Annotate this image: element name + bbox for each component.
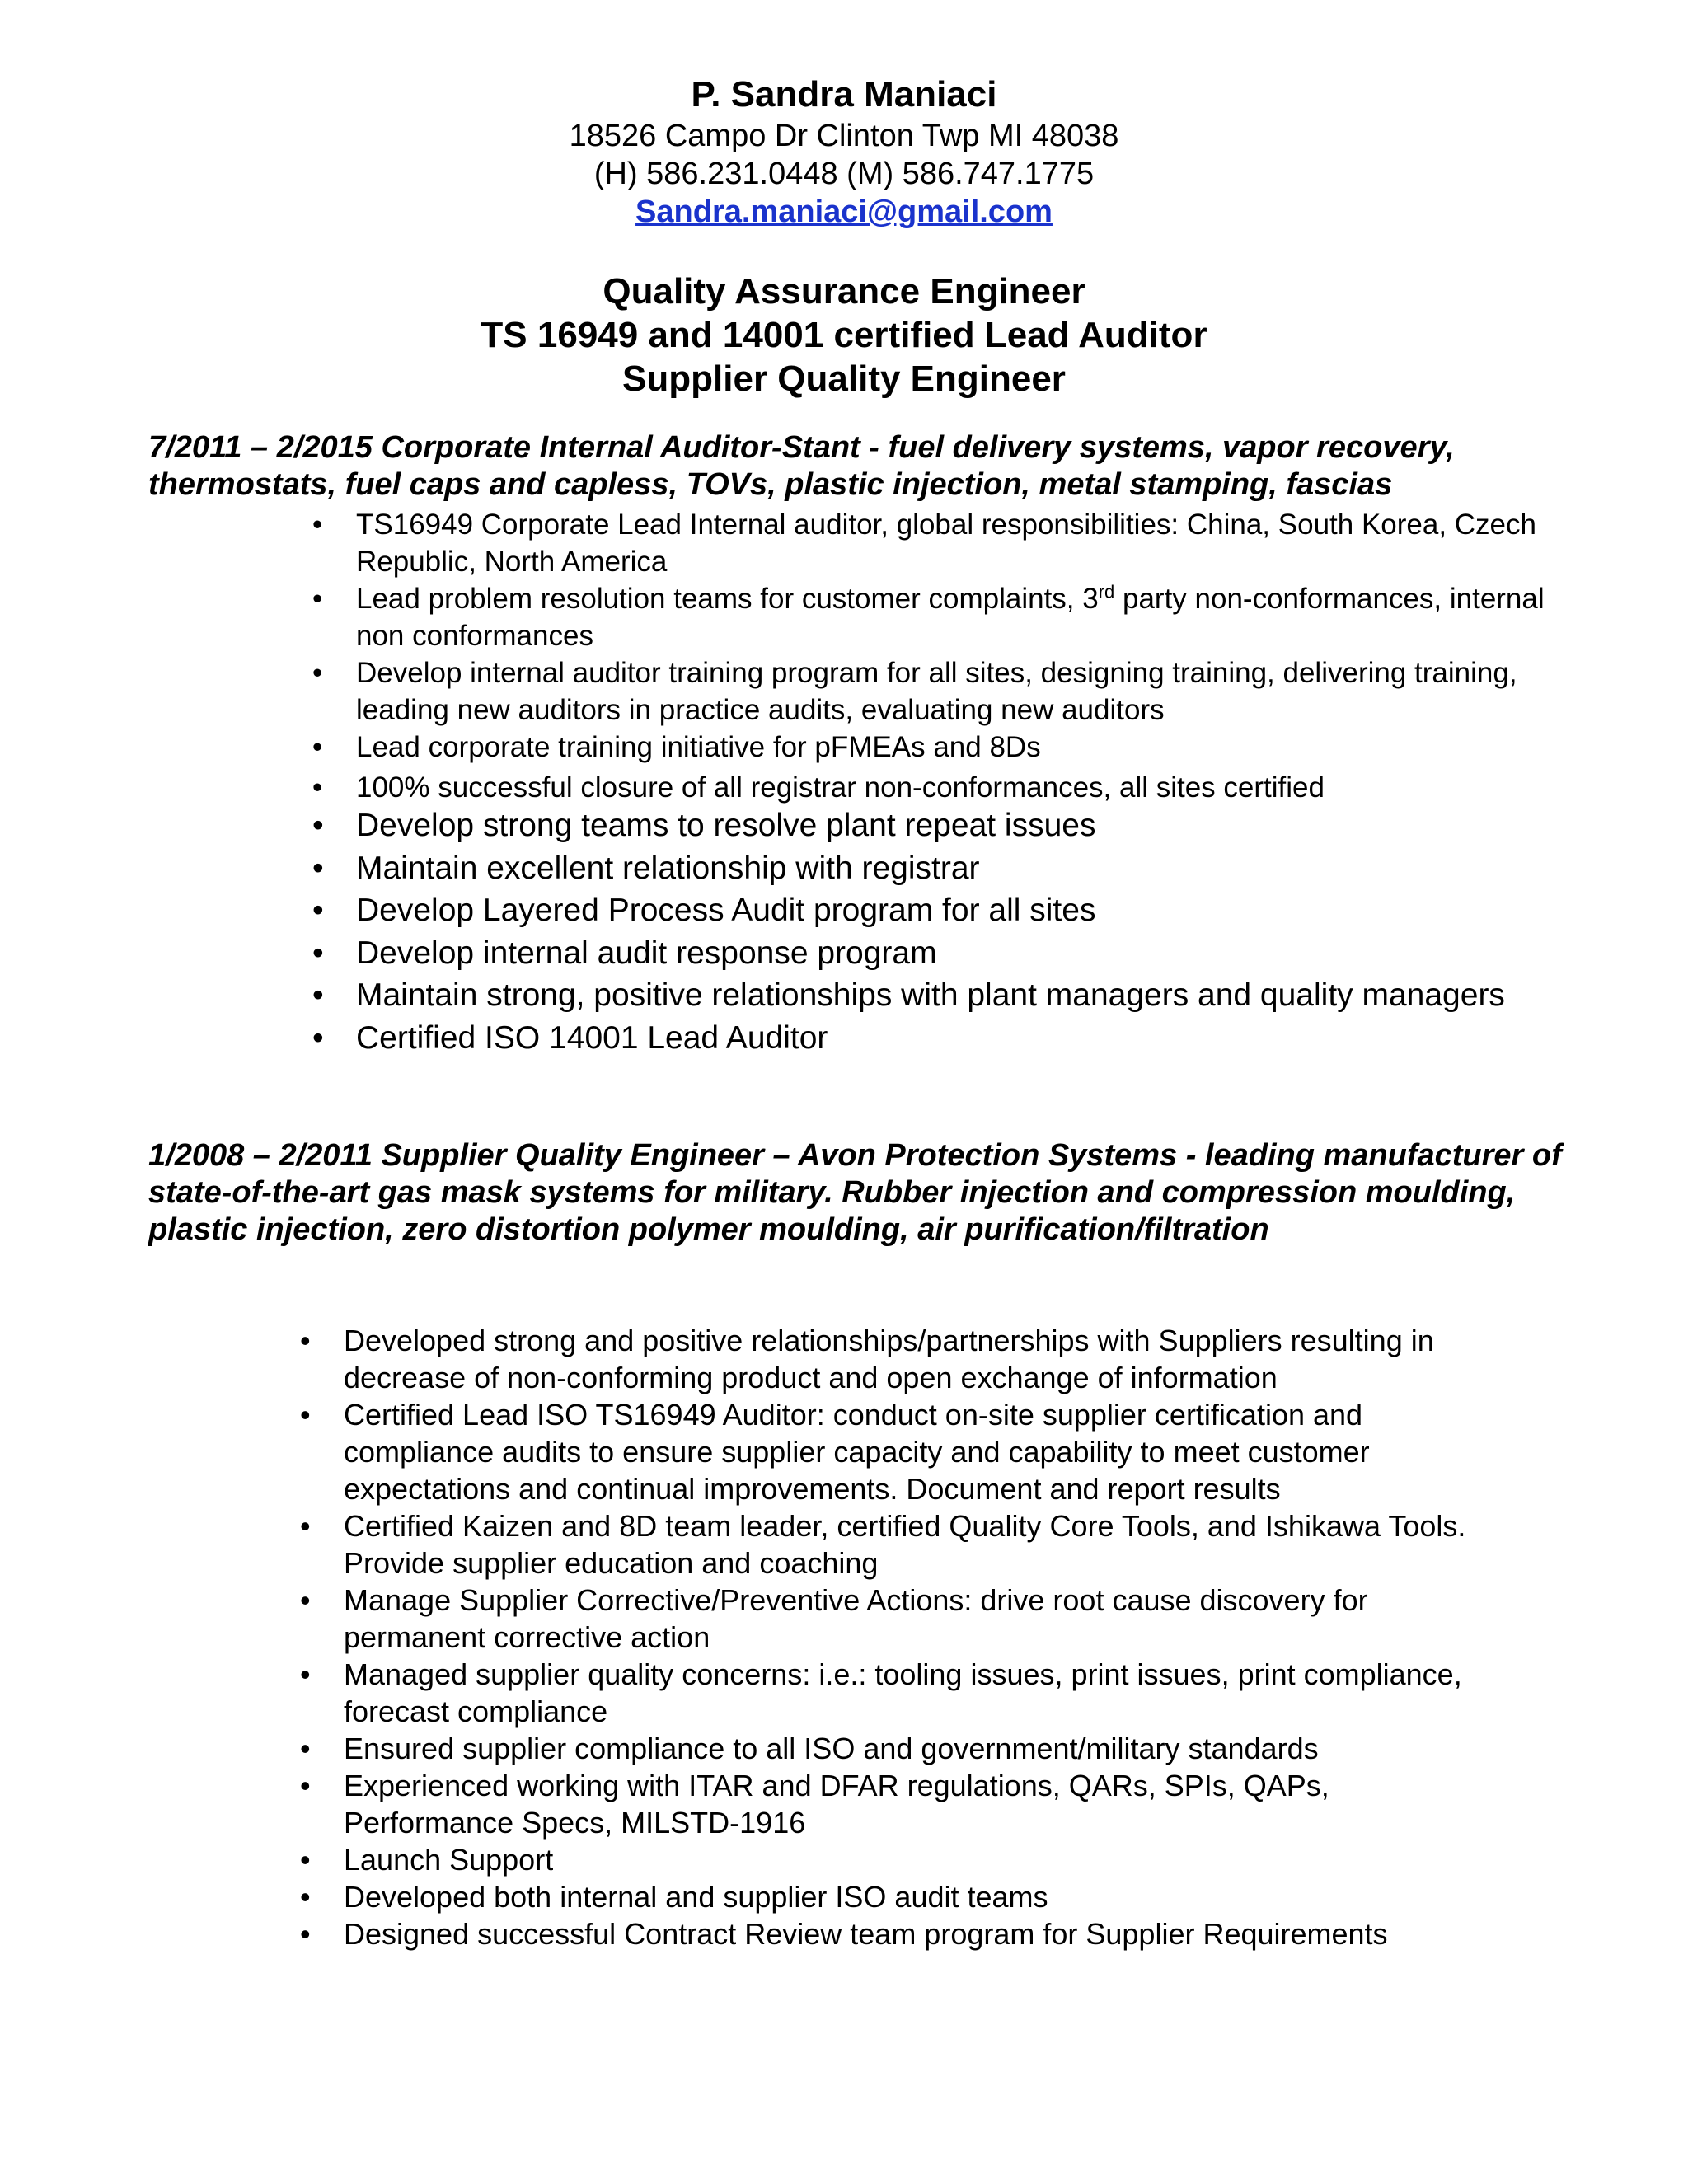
list-item: • Develop internal audit response program [312,932,1598,975]
list-item: • Developed strong and positive relationships/partnerships with Suppliers resulting in decrease of non-conforming product and open exchange of information [300,1324,1434,1394]
job-bullets-stant [312,506,1582,806]
bullet-icon: • [300,1917,311,1951]
list-item: • Developed both internal and supplier ISO audit teams [300,1880,1048,1914]
title-line: Supplier Quality Engineer [622,359,1066,399]
title-line: Quality Assurance Engineer [603,271,1085,312]
bullet-icon: • [312,850,324,886]
list-item: • Managed supplier quality concerns: i.e.: tooling issues, print issues, print compliance, forecast compliance [300,1657,1462,1728]
job-bullets-avon [300,1322,1479,1952]
bullet-icon: • [312,893,324,928]
bullet-icon: • [312,977,324,1013]
bullet-icon: • [312,808,324,843]
list-item: • Designed successful Contract Review team program for Supplier Requirements [300,1917,1388,1951]
job-heading-stant: 7/2011 – 2/2015 Corporate Internal Auditor-Stant - fuel delivery systems, vapor recovery, thermostats, fuel caps and capless, TOVs, plastic injection, metal stamping, fascias [148,430,1455,502]
list-item: • Lead problem resolution teams for customer complaints, 3rd party non-conformances, internal non conformances [312,581,1545,652]
candidate-name: P. Sandra Maniaci [691,74,997,115]
address: 18526 Campo Dr Clinton Twp MI 48038 [569,119,1119,153]
list-item: • Experienced working with ITAR and DFAR regulations, QARs, SPIs, QAPs, Performance Specs, MILSTD-1916 [300,1769,1329,1840]
list-item: • TS16949 Corporate Lead Internal auditor, global responsibilities: China, South Korea, Czech Republic, North America [312,506,1582,580]
phone-numbers: (H) 586.231.0448 (M) 586.747.1775 [593,157,1095,191]
list-item: • Certified ISO 14001 Lead Auditor [312,1017,1598,1060]
resume-header [0,73,1688,231]
job-bullets-stant-large [312,804,1598,1059]
email-link[interactable]: Sandra.maniaci@gmail.com [635,194,1053,229]
bullet-icon: • [300,1769,311,1802]
list-item: • Develop strong teams to resolve plant repeat issues [312,804,1598,847]
list-item: • Launch Support [300,1843,554,1877]
list-item: • Maintain strong, positive relationships with plant managers and quality managers [312,974,1598,1017]
title-line: TS 16949 and 14001 certified Lead Auditor [481,315,1207,355]
bullet-icon: • [300,1657,311,1691]
bullet-icon: • [312,935,324,971]
list-item: • Lead corporate training initiative for pFMEAs and 8Ds [312,729,1582,766]
list-item: • Develop Layered Process Audit program for all sites [312,889,1598,932]
professional-titles [0,269,1688,401]
list-item: • Ensured supplier compliance to all ISO and government/military standards [300,1732,1319,1765]
list-item: • Certified Kaizen and 8D team leader, certified Quality Core Tools, and Ishikawa Tools. Provide supplier education and coaching [300,1509,1466,1580]
bullet-icon: • [312,771,323,804]
bullet-icon: • [312,657,323,689]
bullet-icon: • [312,731,323,763]
bullet-icon: • [300,1398,311,1432]
bullet-icon: • [300,1732,311,1765]
bullet-icon: • [300,1509,311,1543]
list-item: • Certified Lead ISO TS16949 Auditor: conduct on-site supplier certification and compliance audits to ensure supplier capacity and capability to meet customer expectations and continual improvements. Document and report results [300,1398,1370,1506]
bullet-icon: • [312,583,323,615]
list-item: • Manage Supplier Corrective/Preventive Actions: drive root cause discovery for permanent corrective action [300,1583,1368,1654]
bullet-icon: • [300,1324,311,1357]
bullet-icon: • [312,509,323,541]
bullet-icon: • [300,1880,311,1914]
bullet-icon: • [300,1583,311,1617]
bullet-icon: • [300,1843,311,1877]
bullet-icon: • [312,1019,324,1056]
list-item: • 100% successful closure of all registrar non-conformances, all sites certified [312,769,1582,806]
list-item: • Maintain excellent relationship with registrar [312,847,1598,890]
list-item: • Develop internal auditor training program for all sites, designing training, delivering training, leading new auditors in practice audits, evaluating new auditors [312,654,1582,729]
job-heading-avon: 1/2008 – 2/2011 Supplier Quality Engineer – Avon Protection Systems - leading manufacturer of state-of-the-art gas mask systems for military. Rubber injection and compression moulding, plastic injection, zero distortion polymer moulding, air purification/filtration [148,1138,1562,1247]
